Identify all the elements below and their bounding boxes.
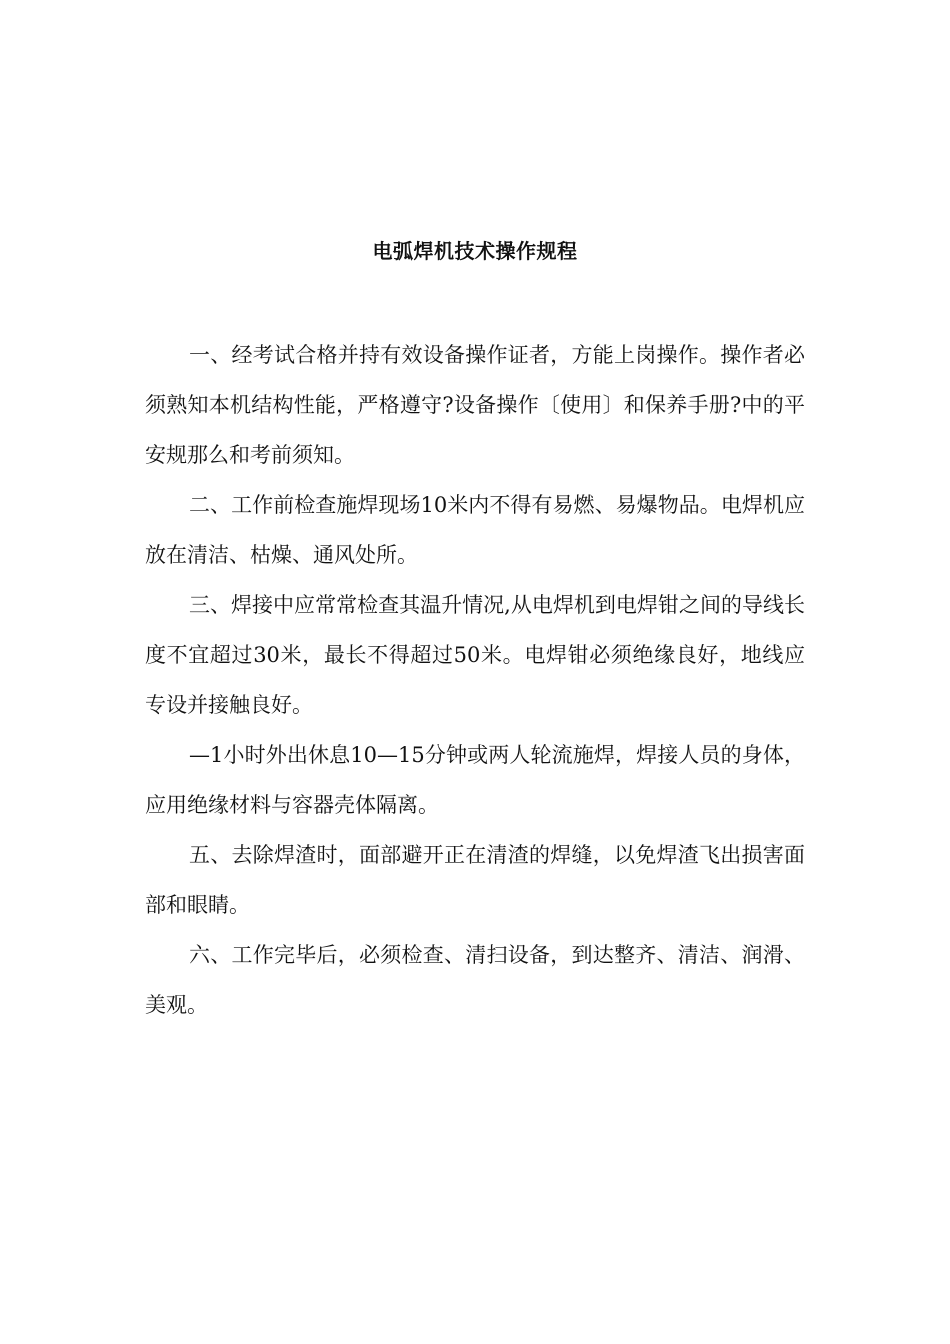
paragraph-3: 三、焊接中应常常检查其温升情况,从电焊机到电焊钳之间的导线长度不宜超过30米，最长不得超过50米。电焊钳必须绝缘良好，地线应专设并接触良好。 <box>145 593 805 717</box>
paragraph-6: 六、工作完毕后，必须检查、清扫设备，到达整齐、清洁、润滑、美观。 <box>145 943 805 1017</box>
document-body <box>145 330 805 1030</box>
paragraph-2: 二、工作前检查施焊现场10米内不得有易燃、易爆物品。电焊机应放在清洁、枯燥、通风处所。 <box>145 493 805 567</box>
document-title: 电弧焊机技术操作规程 <box>372 239 578 263</box>
paragraph-5: 五、去除焊渣时，面部避开正在清渣的焊缝，以免焊渣飞出损害面部和眼睛。 <box>145 843 805 917</box>
paragraph-1: 一、经考试合格并持有效设备操作证者，方能上岗操作。操作者必须熟知本机结构性能，严格遵守?设备操作〔使用〕和保养手册?中的平安规那么和考前须知。 <box>145 343 805 467</box>
paragraph-4: —1小时外出休息10—15分钟或两人轮流施焊，焊接人员的身体，应用绝缘材料与容器壳体隔离。 <box>145 743 805 817</box>
